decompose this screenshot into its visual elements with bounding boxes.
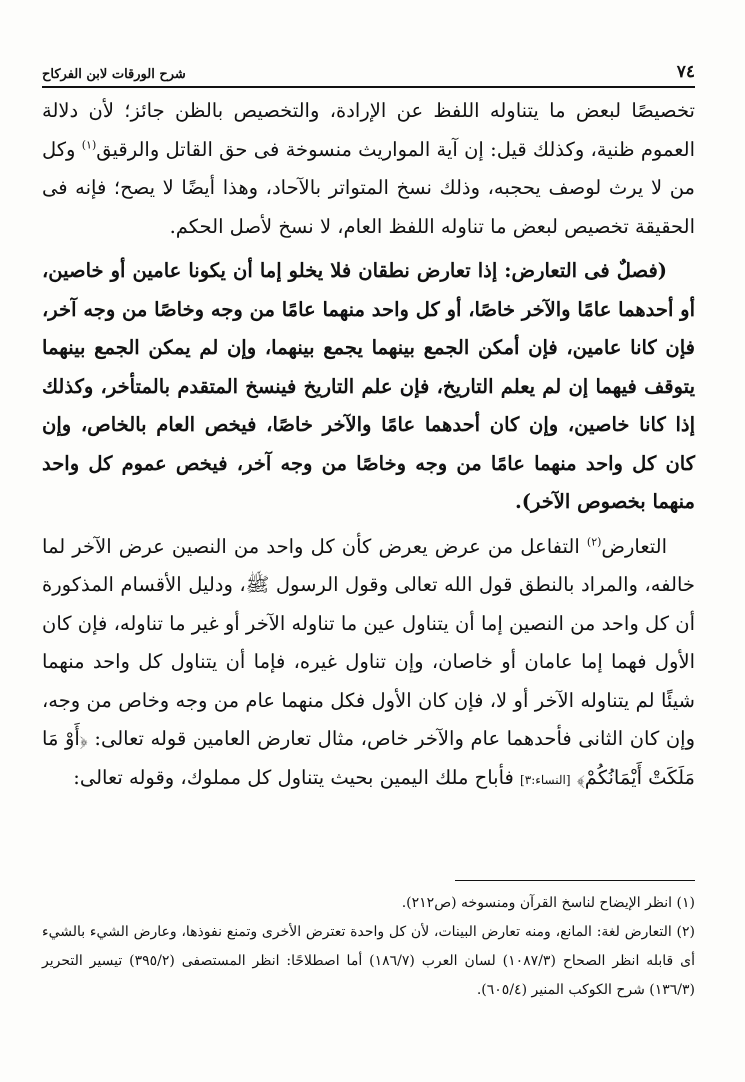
paragraph-3-tail: فأباح ملك اليمين بحيث يتناول كل مملوك، وقوله تعالى:: [73, 765, 521, 789]
paragraph-1-tail: وكل من لا يرث لوصف يحجبه، وذلك نسخ المتواتر بالآحاد، وهذا أيضًا لا يصح؛ فإنه فى الحقيقة تخصيص لبعض ما تناوله اللفظ العام، لا نسخ لأصل الحكم.: [42, 137, 695, 238]
page-number: ٧٤: [676, 62, 695, 82]
footnote-ref-2[interactable]: (٢): [586, 535, 602, 548]
paragraph-3: [42, 528, 695, 800]
footnotes: [42, 880, 695, 1005]
running-title: شرح الورقات لابن الفركاح: [42, 67, 186, 82]
matn-paragraph: (فصلٌ فى التعارض: إذا تعارض نطقان فلا يخلو إما أن يكونا عامين أو خاصين، أو أحدهما عامًا والآخر خاصًا، أو كل واحد منهما عامًا من وجه وخاصًا من وجه آخر، فإن كانا عامين، فإن أمكن الجمع بينهما يجمع بينهما، وإن لم يمكن الجمع بينهما يتوقف فيهما إن لم يعلم التاريخ، فإن علم التاريخ فينسخ المتقدم بالمتأخر، وكذلك إذا كانا خاصين، وإن كان أحدهما عامًا والآخر خاصًا، فيخص العام بالخاص، وإن كان كل واحد منهما عامًا من وجه وخاصًا من وجه آخر، فيخص عموم كل واحد منهما بخصوص الآخر).: [42, 259, 695, 513]
quran-citation: [النساء:٣]: [520, 772, 571, 787]
paragraph-1: [42, 92, 695, 246]
paragraph-3-head: التعارض: [601, 534, 667, 558]
footnote-ref-1[interactable]: (١): [81, 138, 97, 151]
footnote-divider: [455, 880, 695, 881]
paragraph-3-text: التفاعل من عرض يعرض كأن كل واحد من النصين عرض الآخر لما خالفه، والمراد بالنطق قول الله تعالى وقول الرسول ﷺ، ودليل الأقسام المذكورة أن كل واحد من النصين إما أن يتناول عين ما تناوله الآخر أو غير ما تناوله، فإن كان الأول فهما إما عامان أو خاصان، وإن تناول غيره، فإما أن يتناول كل واحد منهما شيئًا لم يتناوله الآخر أو لا، فإن كان الأول فكل منهما عام من وجه وخاص من وجه، وإن كان الثانى فأحدهما عام والآخر خاص، مثال تعارض العامين قوله تعالى: ﴿أَوْ مَا مَلَكَتْ أَيْمَانُكُمْ﴾: [42, 534, 695, 789]
paragraph-1-text: تخصيصًا لبعض ما يتناوله اللفظ عن الإرادة، والتخصيص بالظن جائز؛ لأن دلالة العموم ظنية، وكذلك قيل: إن آية المواريث منسوخة فى حق القاتل والرقيق: [42, 99, 696, 161]
main-text: [42, 92, 695, 799]
page-header: [42, 52, 695, 88]
footnote-1: (١) انظر الإيضاح لناسخ القرآن ومنسوخه (ص٢١٢).: [401, 895, 695, 911]
footnote-2: (٢) التعارض لغة: المانع، ومنه تعارض البينات، لأن كل واحدة تعترض الأخرى وتمنع نفوذها، وعارض الشيء بالشيء أى قابله انظر الصحاح (١٠٨٧/٣) لسان العرب (١٨٦/٧) أما اصطلاحًا: انظر المستصفى (٣٩٥/٢) تيسير التحرير (١٣٦/٣) شرح الكوكب المنير (٦٠٥/٤).: [42, 924, 695, 998]
